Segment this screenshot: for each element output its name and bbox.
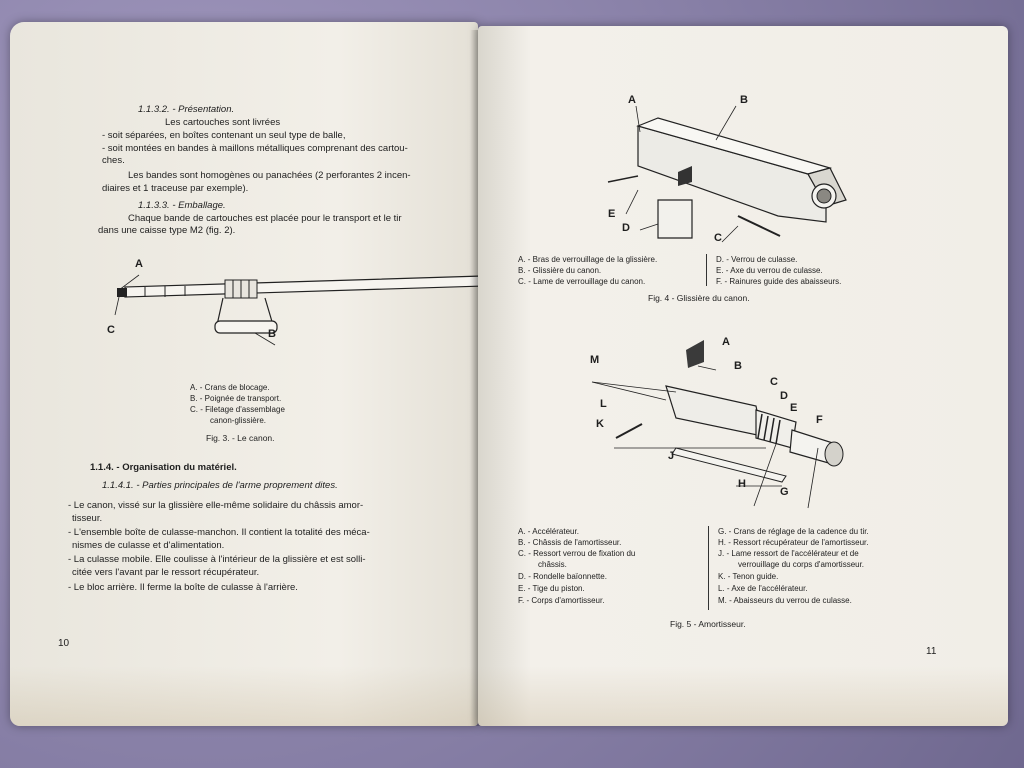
fig5-label-h: H (738, 478, 746, 490)
page-stain (478, 666, 1008, 726)
paragraph-line: Chaque bande de cartouches est placée pour le transport et le tir (128, 213, 402, 224)
paragraph-line: - soit montées en bandes à maillons métalliques comprenant des cartou- (102, 143, 408, 154)
fig5-label-b: B (734, 360, 742, 372)
paragraph-line: diaires et 1 traceuse par exemple). (102, 183, 249, 194)
fig5-legend-right-5: L. - Axe de l'accélérateur. (718, 584, 808, 593)
bullet-line: nismes de culasse et d'alimentation. (72, 540, 225, 551)
legend-divider (706, 254, 707, 286)
slide-illustration (598, 96, 858, 256)
fig5-legend-left-2: C. - Ressort verrou de fixation du (518, 549, 636, 558)
bullet-line: citée vers l'avant par le ressort récupérateur. (72, 567, 260, 578)
paragraph-line: Les cartouches sont livrées (165, 117, 281, 128)
fig4-legend-c: C. - Lame de verrouillage du canon. (518, 277, 646, 286)
section-title-1133: 1.1.3.3. - Emballage. (138, 200, 226, 211)
fig5-legend-left-4: D. - Rondelle baïonnette. (518, 572, 607, 581)
damper-illustration (586, 326, 866, 506)
section-title-114: 1.1.4. - Organisation du matériel. (90, 462, 237, 473)
bullet-line: - L'ensemble boîte de culasse-manchon. Il contient la totalité des méca- (68, 527, 370, 538)
fig5-legend-right-3: verrouillage du corps d'amortisseur. (738, 560, 865, 569)
fig4-label-a: A (628, 94, 636, 106)
fig3-caption: Fig. 3. - Le canon. (206, 433, 275, 443)
fig3-label-c: C (107, 324, 115, 336)
fig5-label-c: C (770, 376, 778, 388)
fig5-legend-left-5: E. - Tige du piston. (518, 584, 585, 593)
fig5-label-g: G (780, 486, 789, 498)
fig4-legend-d: D. - Verrou de culasse. (716, 255, 798, 264)
bullet-line: - Le bloc arrière. Il ferme la boîte de culasse à l'arrière. (68, 582, 298, 593)
paragraph-line: dans une caisse type M2 (fig. 2). (98, 225, 236, 236)
fig5-legend-right-6: M. - Abaisseurs du verrou de culasse. (718, 596, 852, 605)
fig5-label-e: E (790, 402, 798, 414)
fig5-label-m: M (590, 354, 600, 366)
fig3-legend-a: A. - Crans de blocage. (190, 383, 270, 392)
left-page (10, 22, 478, 726)
fig3-label-b: B (268, 328, 276, 340)
bullet-line: tisseur. (72, 513, 103, 524)
page-stain (10, 666, 478, 726)
fig5-legend-right-2: J. - Lame ressort de l'accélérateur et de (718, 549, 859, 558)
right-page (478, 26, 1008, 726)
fig4-legend-e: E. - Axe du verrou de culasse. (716, 266, 823, 275)
fig4-label-c: C (714, 232, 722, 244)
fig4-label-b: B (740, 94, 748, 106)
fig5-legend-right-4: K. - Tenon guide. (718, 572, 779, 581)
section-title-1132: 1.1.3.2. - Présentation. (138, 104, 235, 115)
paragraph-line: ches. (102, 155, 125, 166)
paragraph-line: - soit séparées, en boîtes contenant un seul type de balle, (102, 130, 346, 141)
legend-divider (708, 526, 709, 610)
fig5-legend-right-1: H. - Ressort récupérateur de l'amortisseur. (718, 538, 869, 547)
fig5-label-d: D (780, 390, 788, 402)
fig5-legend-right-0: G. - Crans de réglage de la cadence du tir. (718, 527, 869, 536)
fig5-caption: Fig. 5 - Amortisseur. (670, 619, 746, 629)
fig3-legend-b: B. - Poignée de transport. (190, 394, 282, 403)
fig5-legend-left-0: A. - Accélérateur. (518, 527, 579, 536)
section-title-1141: 1.1.4.1. - Parties principales de l'arme proprement dites. (102, 480, 338, 491)
fig5-label-k: K (596, 418, 604, 430)
fig5-label-j: J (668, 450, 675, 462)
fig4-label-e: E (608, 208, 616, 220)
fig5-label-f: F (816, 414, 823, 426)
fig3-label-a: A (135, 258, 143, 270)
fig3-legend-c2: canon-glissière. (210, 416, 267, 425)
bullet-line: - La culasse mobile. Elle coulisse à l'intérieur de la glissière et est solli- (68, 554, 366, 565)
fig5-legend-left-3: châssis. (538, 560, 567, 569)
fig4-legend-a: A. - Bras de verrouillage de la glissière. (518, 255, 658, 264)
fig4-label-d: D (622, 222, 630, 234)
fig4-caption: Fig. 4 - Glissière du canon. (648, 293, 750, 303)
fig4-legend-b: B. - Glissière du canon. (518, 266, 602, 275)
page-number-left: 10 (58, 638, 70, 649)
fig4-legend-f: F. - Rainures guide des abaisseurs. (716, 277, 842, 286)
paragraph-line: Les bandes sont homogènes ou panachées (2 perforantes 2 incen- (128, 170, 411, 181)
fig3-legend-c: C. - Filetage d'assemblage (190, 405, 285, 414)
fig5-legend-left-6: F. - Corps d'amortisseur. (518, 596, 605, 605)
barrel-illustration (105, 257, 435, 357)
bullet-line: - Le canon, vissé sur la glissière elle-même solidaire du châssis amor- (68, 500, 364, 511)
page-number-right: 11 (926, 646, 937, 657)
fig5-legend-left-1: B. - Châssis de l'amortisseur. (518, 538, 622, 547)
fig5-label-l: L (600, 398, 607, 410)
fig5-label-a: A (722, 336, 730, 348)
